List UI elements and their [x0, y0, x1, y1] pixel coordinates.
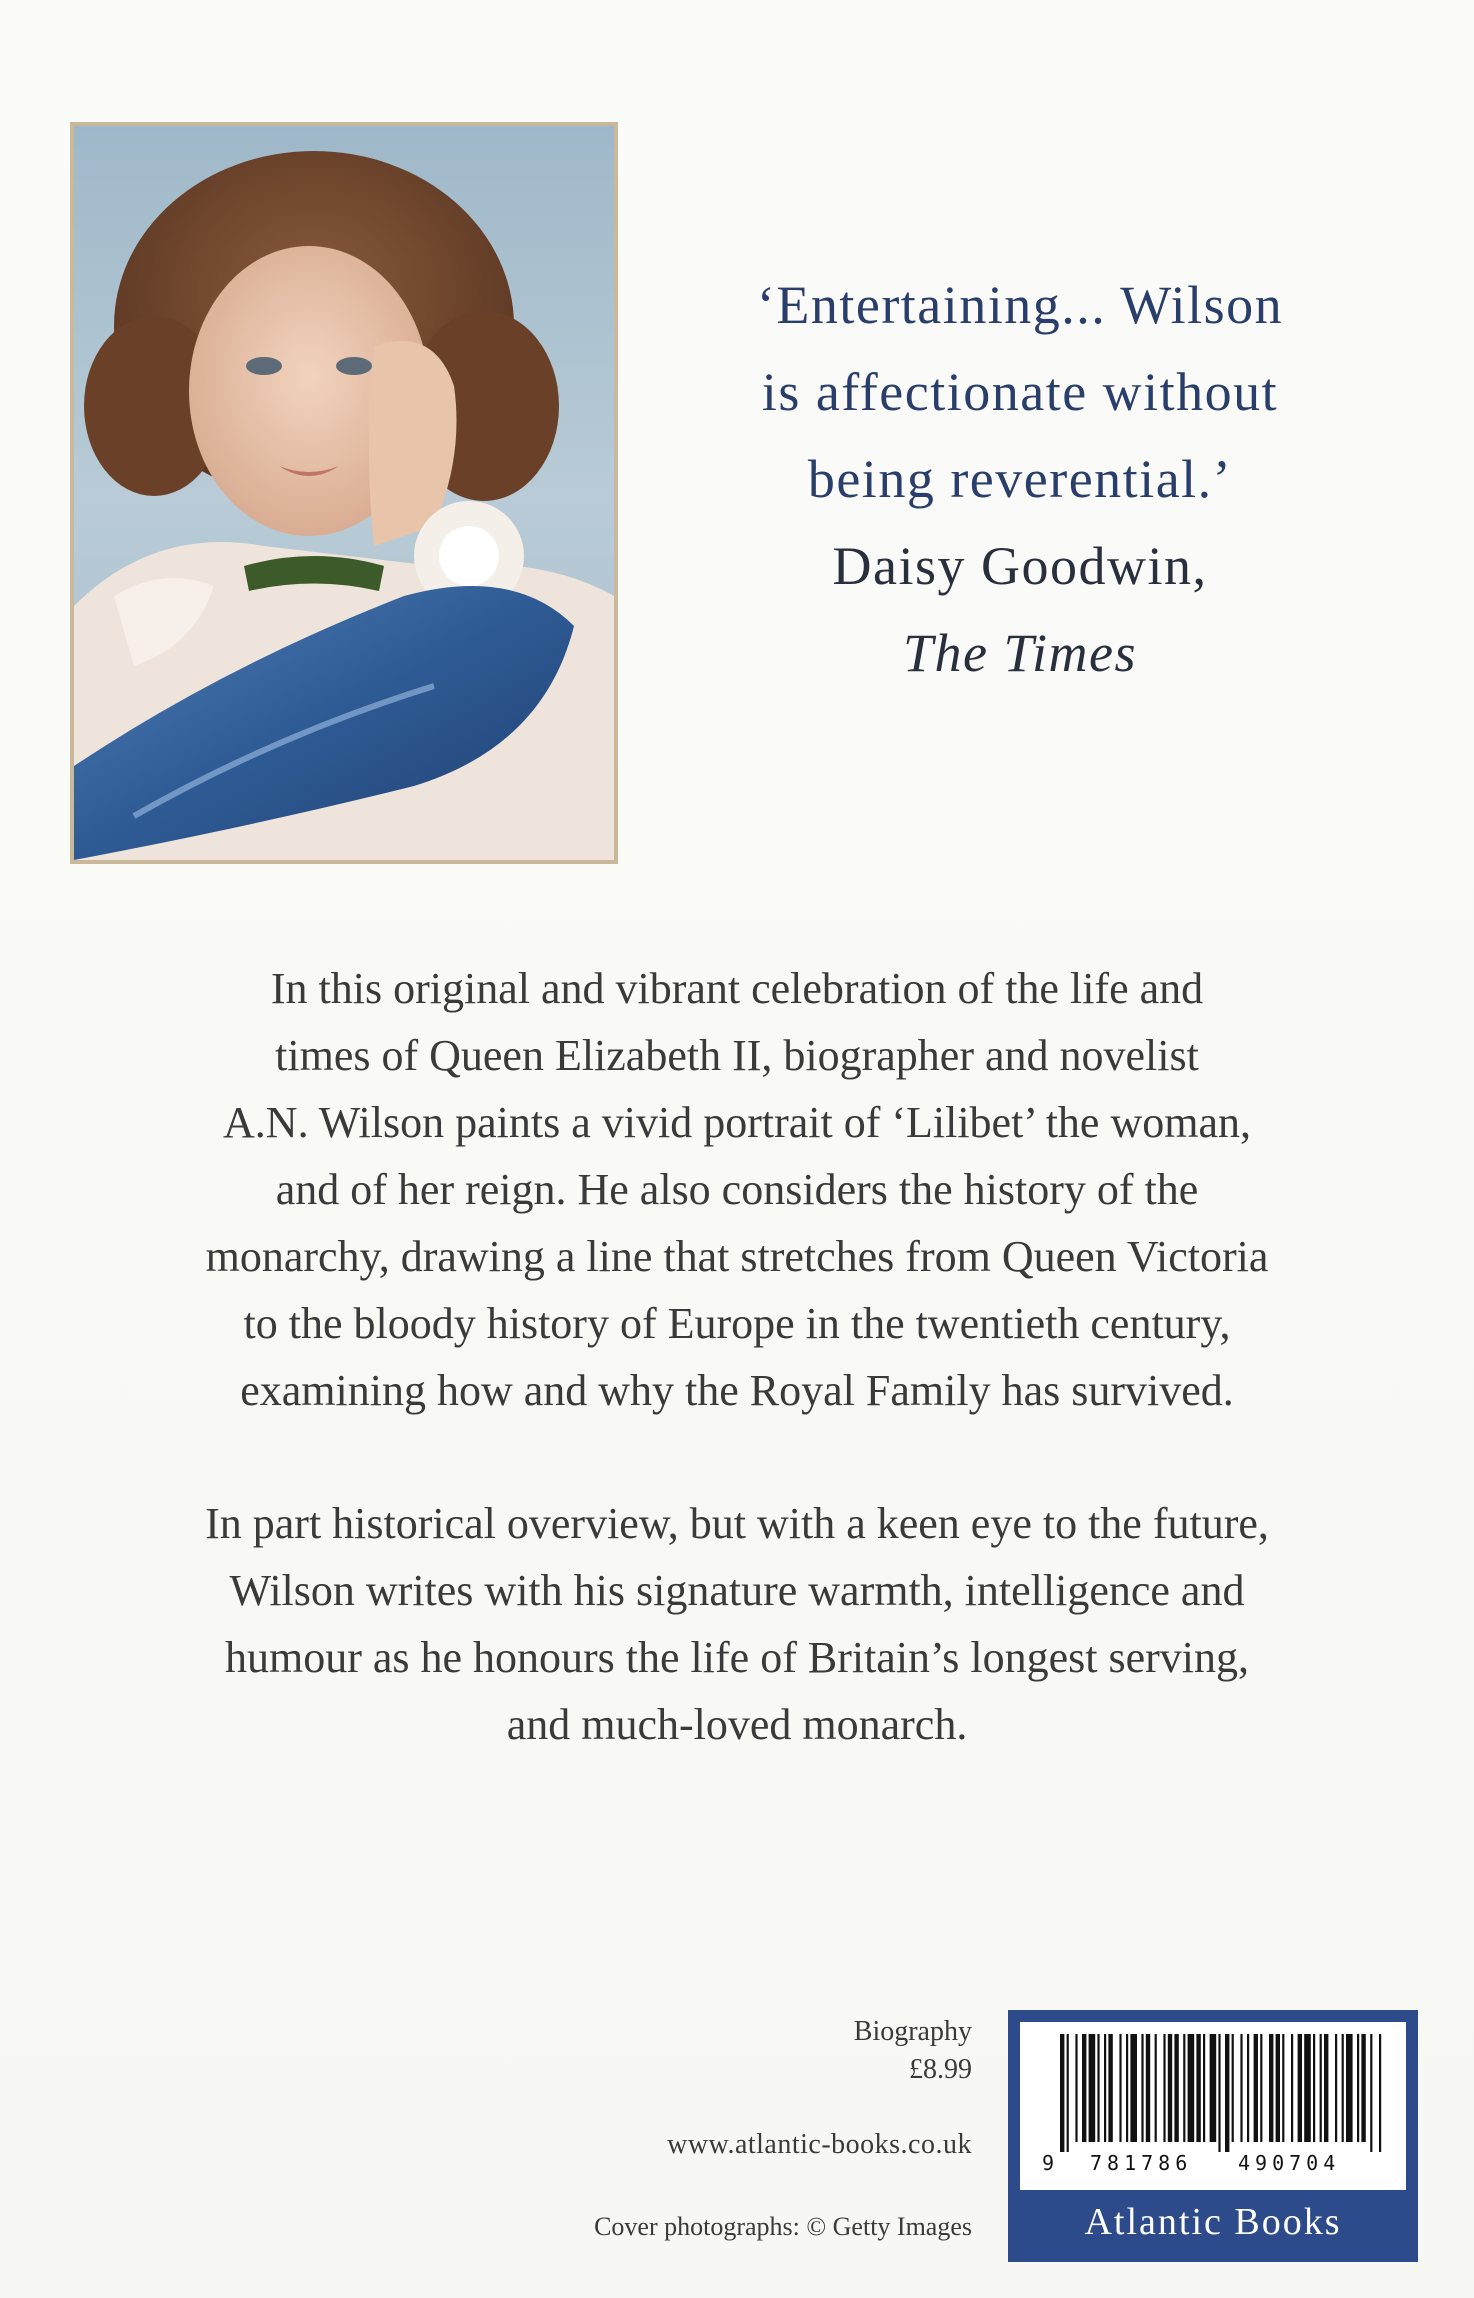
blurb-paragraph-2: In part historical overview, but with a keen eye to the future, Wilson writes with his signature warmth, intelligence and humour as he honours the life of Britain’s longest serving, and much-loved monarch.	[205, 1499, 1269, 1749]
barcode-bar	[1146, 2034, 1150, 2142]
barcode-icon	[1020, 2022, 1406, 2190]
barcode-bar	[1104, 2034, 1106, 2142]
barcode-bar	[1240, 2034, 1242, 2142]
barcode-bar	[1335, 2034, 1337, 2142]
barcode-bar	[1313, 2034, 1315, 2142]
review-quote	[660, 262, 1380, 697]
barcode-bar	[1291, 2034, 1293, 2142]
barcode-bar	[1082, 2034, 1086, 2142]
quote-text: ‘Entertaining... Wilson is affectionate without being reverential.’	[756, 275, 1284, 509]
barcode-bar	[1174, 2034, 1178, 2142]
portrait-photo	[74, 126, 614, 860]
barcode-bar	[1346, 2034, 1353, 2142]
barcode-bar	[1203, 2034, 1205, 2142]
cover-photo-frame	[70, 122, 618, 864]
barcode-bar	[1324, 2034, 1328, 2142]
barcode-bar	[1254, 2034, 1258, 2142]
barcode-box	[1008, 2010, 1418, 2262]
barcode-digit-first: 9	[1042, 2151, 1055, 2175]
barcode-bar	[1067, 2034, 1069, 2152]
barcode-bar	[1342, 2034, 1344, 2142]
barcode-bar	[1119, 2034, 1121, 2142]
barcode-bar	[1282, 2034, 1284, 2142]
barcode-bar	[1168, 2034, 1172, 2142]
barcode-digits-right: 490704	[1238, 2151, 1341, 2175]
barcode-bar	[1126, 2034, 1128, 2142]
barcode-bar	[1370, 2034, 1372, 2152]
photo-credits: Cover photographs: © Getty Images	[594, 2212, 972, 2241]
barcode-bar	[1163, 2034, 1165, 2142]
barcode-bar	[1379, 2034, 1381, 2152]
barcode-bar	[1097, 2034, 1099, 2142]
publisher-website: www.atlantic-books.co.uk	[667, 2129, 972, 2160]
barcode-bar	[1089, 2034, 1096, 2142]
barcode-bar	[1304, 2034, 1311, 2142]
barcode-bar	[1141, 2034, 1143, 2142]
barcode-bar	[1269, 2034, 1273, 2142]
genre-label: Biography	[853, 2016, 972, 2047]
barcode-bar	[1232, 2034, 1234, 2142]
barcode-bar	[1188, 2034, 1195, 2142]
price-label: £8.99	[909, 2054, 972, 2085]
barcode-bar	[1210, 2034, 1217, 2142]
barcode-bar	[1247, 2034, 1249, 2142]
barcode-digits-left: 781786	[1090, 2151, 1193, 2175]
barcode-bar	[1075, 2034, 1077, 2142]
publisher-name: Atlantic Books	[1084, 2201, 1342, 2243]
barcode-bar	[1183, 2034, 1185, 2142]
barcode-bar	[1225, 2034, 1229, 2152]
barcode-bar	[1060, 2034, 1064, 2152]
barcode-bar	[1218, 2034, 1220, 2152]
barcode-bar	[1298, 2034, 1302, 2142]
barcode-area	[1020, 2022, 1406, 2190]
blurb-paragraph-1: In this original and vibrant celebration of the life and times of Queen Elizabeth II, biographer and novelist A.N. Wilson paints a vivid portrait of ‘Lilibet’ the woman, and of her reign. He also considers the history of the monarchy, drawing a line that stretches from Queen Victoria to the bloody history of Europe in the twentieth century, examining how and why the Royal Family has survived.	[205, 964, 1269, 1415]
quote-author: Daisy Goodwin,	[832, 536, 1208, 596]
barcode-bar	[1196, 2034, 1200, 2142]
barcode-bar	[1130, 2034, 1137, 2142]
barcode-bar	[1357, 2034, 1359, 2142]
barcode-bar	[1320, 2034, 1322, 2142]
barcode-bar	[1260, 2034, 1262, 2142]
quote-source: The Times	[902, 623, 1138, 683]
barcode-bar	[1155, 2034, 1157, 2142]
barcode-bar	[1361, 2034, 1365, 2142]
barcode-bar	[1108, 2034, 1112, 2142]
barcode-bar	[1276, 2034, 1280, 2142]
